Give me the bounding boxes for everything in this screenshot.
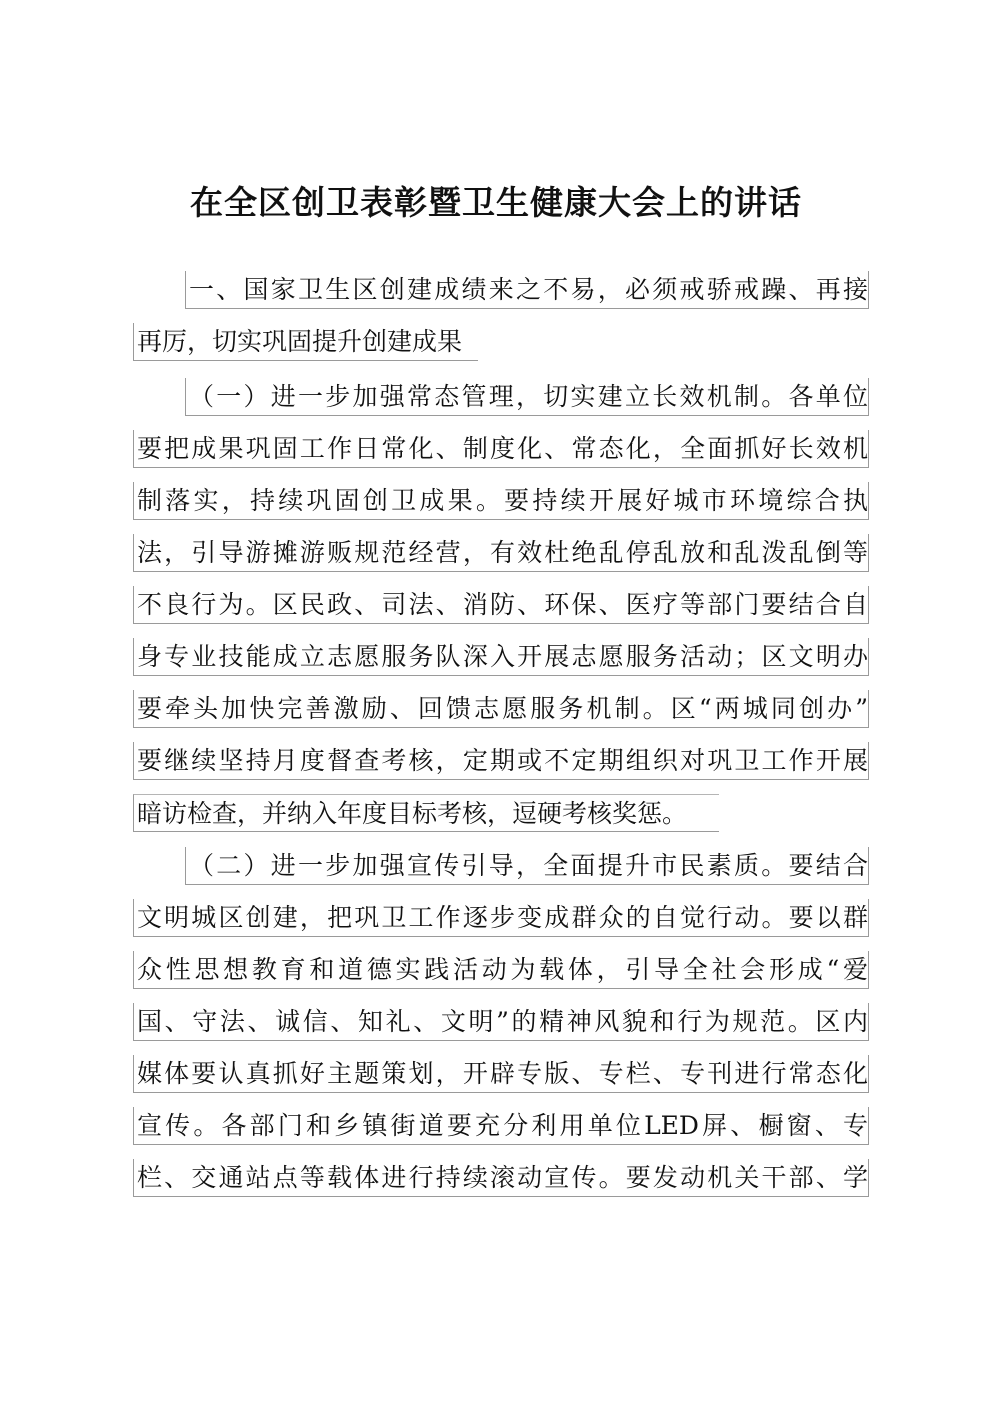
- paragraph-line: 要把成果巩固工作日常化、制度化、常态化，全面抓好长效机: [133, 430, 869, 468]
- section-heading-line: 再厉，切实巩固提升创建成果: [133, 323, 478, 361]
- paragraph-line: 法，引导游摊游贩规范经营，有效杜绝乱停乱放和乱泼乱倒等: [133, 534, 869, 572]
- paragraph-line: 要继续坚持月度督查考核，定期或不定期组织对巩卫工作开展: [133, 742, 869, 780]
- paragraph-line: 文明城区创建，把巩卫工作逐步变成群众的自觉行动。要以群: [133, 899, 869, 937]
- paragraph-line: 媒体要认真抓好主题策划，开辟专版、专栏、专刊进行常态化: [133, 1055, 869, 1093]
- paragraph-line: 栏、交通站点等载体进行持续滚动宣传。要发动机关干部、学: [133, 1159, 869, 1197]
- paragraph-line: 众性思想教育和道德实践活动为载体，引导全社会形成“爱: [133, 951, 869, 989]
- paragraph-line: 要牵头加快完善激励、回馈志愿服务机制。区“两城同创办”: [133, 690, 869, 728]
- paragraph-line: 宣传。各部门和乡镇街道要充分利用单位LED屏、橱窗、专: [133, 1107, 869, 1145]
- document-title: 在全区创卫表彰暨卫生健康大会上的讲话: [190, 183, 802, 222]
- section-heading-line: 一、国家卫生区创建成绩来之不易，必须戒骄戒躁、再接: [185, 271, 869, 309]
- paragraph-line: 身专业技能成立志愿服务队深入开展志愿服务活动；区文明办: [133, 638, 869, 676]
- paragraph-line: （二）进一步加强宣传引导，全面提升市民素质。要结合: [185, 847, 869, 885]
- paragraph-line: 制落实，持续巩固创卫成果。要持续开展好城市环境综合执: [133, 482, 869, 520]
- paragraph-line: 不良行为。区民政、司法、消防、环保、医疗等部门要结合自: [133, 586, 869, 624]
- paragraph-line: 国、守法、诚信、知礼、文明”的精神风貌和行为规范。区内: [133, 1003, 869, 1041]
- paragraph-line: （一）进一步加强常态管理，切实建立长效机制。各单位: [185, 378, 869, 416]
- paragraph-line: 暗访检查，并纳入年度目标考核，逗硬考核奖惩。: [133, 794, 719, 832]
